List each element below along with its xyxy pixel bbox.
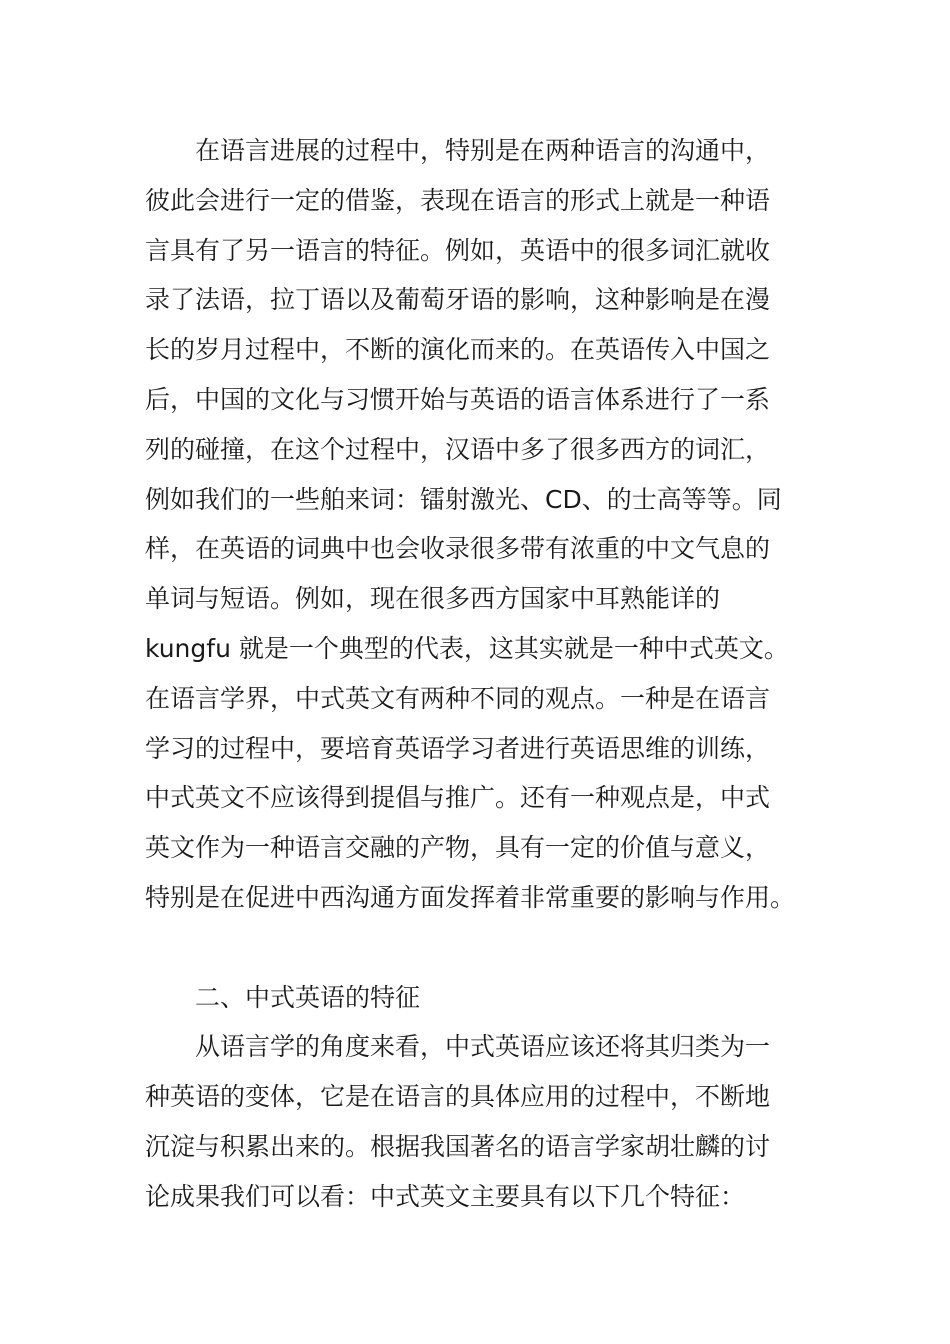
paragraph-line: 在语言学界，中式英文有两种不同的观点。一种是在语言 [145, 683, 771, 713]
paragraph-line: 言具有了另一语言的特征。例如，英语中的很多词汇就收 [145, 235, 771, 265]
paragraph-line: 列的碰撞，在这个过程中，汉语中多了很多西方的词汇， [145, 434, 771, 464]
paragraph-line: 从语言学的角度来看，中式英语应该还将其归类为一 [195, 1032, 771, 1062]
paragraph-line: 录了法语，拉丁语以及葡萄牙语的影响，这种影响是在漫 [145, 285, 771, 315]
paragraph-line: 长的岁月过程中，不断的演化而来的。在英语传入中国之 [145, 335, 771, 365]
paragraph-line: 样，在英语的词典中也会收录很多带有浓重的中文气息的 [145, 534, 771, 564]
paragraph-line: 例如我们的一些舶来词：镭射激光、CD、的士高等等。同 [145, 484, 782, 514]
paragraph-1 [145, 126, 805, 923]
paragraph-2 [145, 1022, 805, 1221]
blank-line [145, 923, 805, 973]
paragraph-line: 特别是在促进中西沟通方面发挥着非常重要的影响与作用。 [145, 882, 796, 912]
document-body [145, 126, 805, 1222]
paragraph-line: 沉淀与积累出来的。根据我国著名的语言学家胡壮麟的讨 [145, 1131, 771, 1161]
paragraph-line: 英文作为一种语言交融的产物，具有一定的价值与意义， [145, 833, 771, 863]
paragraph-line: 论成果我们可以看：中式英文主要具有以下几个特征： [145, 1181, 746, 1211]
section-heading: 二、中式英语的特征 [195, 982, 421, 1012]
paragraph-line: kungfu 就是一个典型的代表，这其实就是一种中式英文。 [145, 633, 789, 663]
paragraph-line: 单词与短语。例如，现在很多西方国家中耳熟能详的 [145, 584, 721, 614]
paragraph-line: 中式英文不应该得到提倡与推广。还有一种观点是，中式 [145, 783, 771, 813]
paragraph-line: 彼此会进行一定的借鉴，表现在语言的形式上就是一种语 [145, 185, 771, 215]
paragraph-line: 在语言进展的过程中，特别是在两种语言的沟通中， [195, 136, 771, 165]
paragraph-line: 种英语的变体，它是在语言的具体应用的过程中，不断地 [145, 1082, 771, 1112]
paragraph-line: 后，中国的文化与习惯开始与英语的语言体系进行了一系 [145, 384, 771, 414]
paragraph-line: 学习的过程中，要培育英语学习者进行英语思维的训练， [145, 733, 771, 763]
